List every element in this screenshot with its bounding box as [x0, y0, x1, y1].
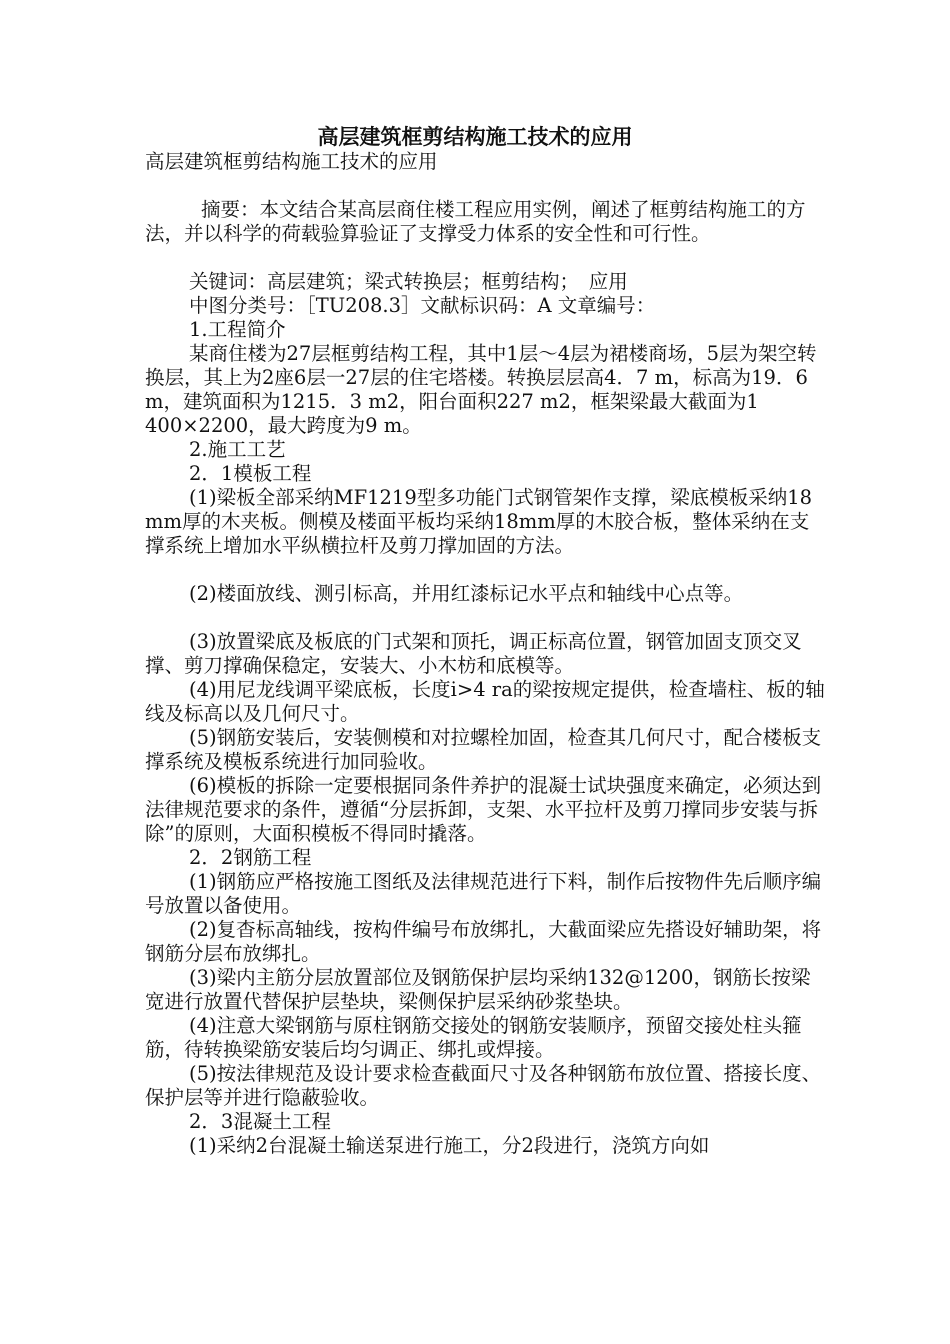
body-paragraph: 某商住楼为27层框剪结构工程，其中1层～4层为裙楼商场，5层为架空转换层，其上为2座6层一27层的住宅塔楼。转换层层高4．7 m，标高为19．6 m，建筑面积为1215．3 m2，阳台面积227 m2，框架梁最大截面为1 400×2200，最大跨度为9 m。 — [145, 342, 817, 437]
spacer — [145, 606, 825, 630]
body-paragraph: (6)模板的拆除一定要根据同条件养护的混凝士试块强度来确定，必须达到法律规范要求的条件，遵循“分层拆卸，支架、水平拉杆及剪刀撑同步安装与拆除”的原则，大面积模板不得同时撬落。 — [145, 774, 822, 845]
subsection-heading: 2．3混凝土工程 — [189, 1110, 331, 1133]
spacer — [145, 174, 825, 198]
body-paragraph: (2)复杳标高轴线，按构件编号布放绑扎，大截面梁应先搭设好辅助架，将钢筋分层布放绑扎。 — [145, 918, 822, 965]
keywords-line: 关键词：高层建筑；梁式转换层；框剪结构； 应用 — [189, 270, 628, 293]
classification-line: 中图分类号：［TU208.3］文献标识码：A 文章编号： — [189, 294, 656, 317]
document-subtitle: 高层建筑框剪结构施工技术的应用 — [145, 150, 438, 173]
body-paragraph: (1)钢筋应严格按施工图纸及法律规范进行下料，制作后按物件先后顺序编号放置以备使用。 — [145, 870, 822, 917]
subsection-heading: 2．2钢筋工程 — [189, 846, 312, 869]
body-paragraph: (4)用尼龙线调平梁底板，长度i>4 ra的梁按规定提供，检查墙柱、板的轴线及标高以及几何尺寸。 — [145, 678, 825, 725]
abstract-paragraph: 摘要：本文结合某高层商住楼工程应用实例，阐述了框剪结构施工的方法，并以科学的荷载验算验证了支撑受力体系的安全性和可行性。 — [145, 198, 806, 245]
spacer — [145, 558, 825, 582]
subsection-heading: 2．1模板工程 — [189, 462, 312, 485]
document-title: 高层建筑框剪结构施工技术的应用 — [317, 124, 633, 149]
body-paragraph: (3)梁内主筋分层放置部位及钢筋保护层均采纳132@1200，钢筋长按梁宽进行放置代替保护层垫块，梁侧保护层采纳砂浆垫块。 — [145, 966, 811, 1013]
body-paragraph: (1)采纳2台混凝土输送泵进行施工，分2段进行，浇筑方向如 — [189, 1134, 710, 1157]
body-paragraph: (1)梁板全部采纳MF1219型多功能门式钢管架作支撑，梁底模板采纳18 mm厚的木夹板。侧模及楼面平板均采纳18mm厚的木胶合板，整体采纳在支撑系统上增加水平纵横拉杆及剪刀撑加固的方法。 — [145, 486, 813, 557]
body-paragraph: (4)注意大梁钢筋与原柱钢筋交接处的钢筋安装顺序，预留交接处柱头箍筋，待转换梁筋安装后均匀调正、绑扎或焊接。 — [145, 1014, 802, 1061]
body-paragraph: (5)按法律规范及设计要求检查截面尺寸及各种钢筋布放位置、搭接长度、保护层等并进行隐蔽验收。 — [145, 1062, 822, 1109]
body-paragraph: (5)钢筋安装后，安装侧模和对拉螺栓加固，检查其几何尺寸，配合楼板支撑系统及模板系统进行加同验收。 — [145, 726, 822, 773]
document-body — [145, 150, 825, 1158]
section-heading: 2.施工工艺 — [189, 438, 286, 461]
body-paragraph: (3)放置梁底及板底的门式架和顶托，调正标高位置，钢管加固支顶交叉撑、剪刀撑确保稳定，安装大、小木枋和底模等。 — [145, 630, 802, 677]
body-paragraph: (2)楼面放线、测引标高，并用红漆标记水平点和轴线中心点等。 — [189, 582, 744, 605]
spacer — [145, 246, 825, 270]
section-heading: 1.工程简介 — [189, 318, 286, 341]
